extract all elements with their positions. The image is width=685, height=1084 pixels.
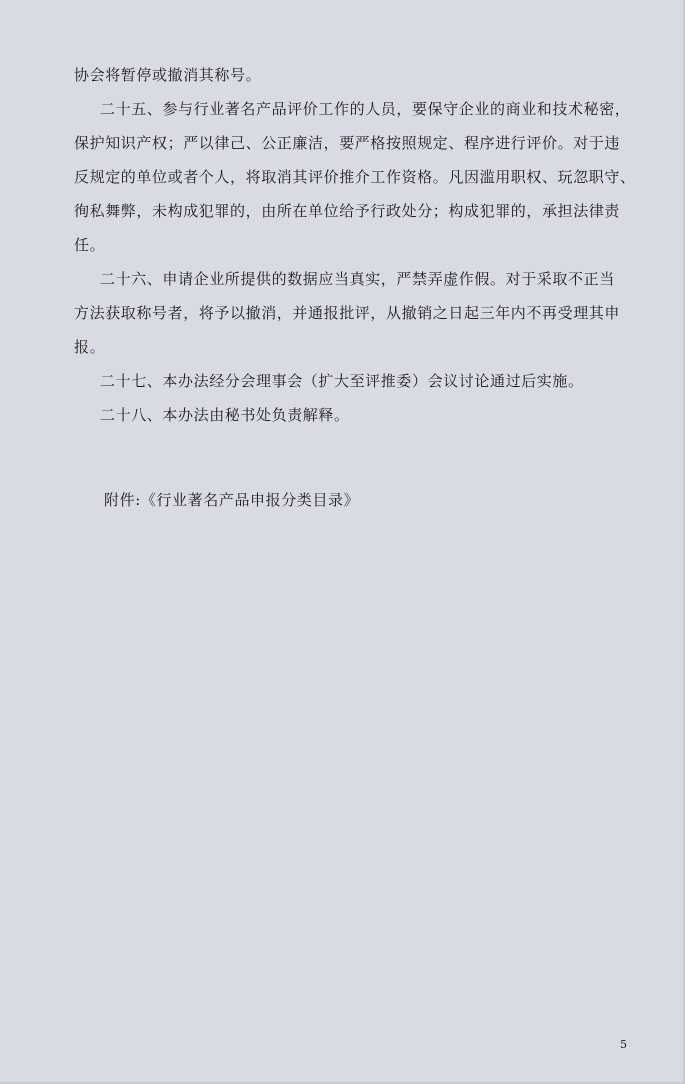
text-line: 二十七、本办法经分会理事会（扩大至评推委）会议讨论通过后实施。 [100, 372, 584, 390]
text-line: 报。 [74, 338, 106, 356]
text-line: 徇私舞弊，未构成犯罪的，由所在单位给予行政处分；构成犯罪的，承担法律责 [74, 202, 621, 220]
text-line: 二十五、参与行业著名产品评价工作的人员，要保守企业的商业和技术秘密， [100, 100, 631, 118]
text-line: 任。 [74, 236, 106, 254]
text-line: 反规定的单位或者个人，将取消其评价推介工作资格。凡因滥用职权、玩忽职守、 [74, 168, 636, 186]
attachment-note: 附件:《行业著名产品申报分类目录》 [104, 491, 360, 509]
page-number: 5 [620, 1038, 627, 1051]
text-line: 二十六、申请企业所提供的数据应当真实，严禁弄虚作假。对于采取不正当 [100, 270, 615, 288]
body-text [74, 58, 639, 432]
text-line: 二十八、本办法由秘书处负责解释。 [100, 406, 350, 424]
text-line: 保护知识产权；严以律己、公正廉洁，要严格按照规定、程序进行评价。对于违 [74, 134, 621, 152]
text-line: 方法获取称号者，将予以撤消，并通报批评，从撤销之日起三年内不再受理其申 [74, 304, 621, 322]
text-line: 协会将暂停或撤消其称号。 [74, 66, 262, 84]
